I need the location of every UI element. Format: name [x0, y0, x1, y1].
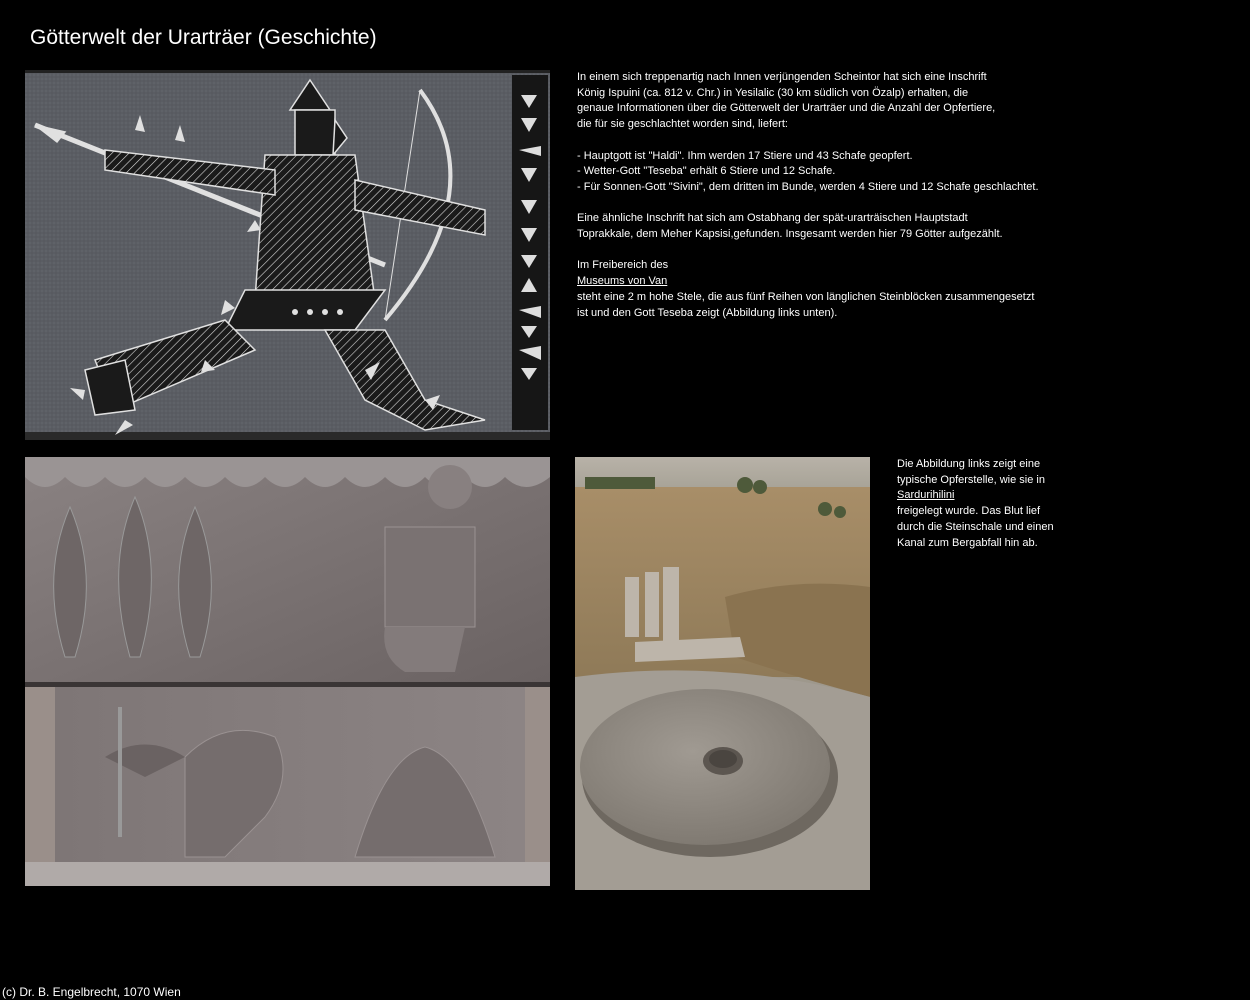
intro-line: genaue Informationen über die Götterwelt der Urarträer und die Anzahl der Opfertiere,: [577, 102, 996, 115]
god-line-teseba: - Wetter-Gott "Teseba" erhält 6 Stiere und 12 Schafe.: [577, 165, 836, 178]
god-line-sivini: - Für Sonnen-Gott "Sivini", dem dritten im Bunde, werden 4 Stiere und 12 Schafe geschlachtet.: [577, 180, 1039, 193]
main-description: [577, 70, 1039, 321]
intro-line: In einem sich treppenartig nach Innen verjüngenden Scheintor hat sich eine Inschrift: [577, 71, 987, 83]
museum-van-link[interactable]: Museums von Van: [577, 275, 668, 288]
side-line: typische Opferstelle, wie sie in: [897, 473, 1045, 486]
god-line-haldi: - Hauptgott ist "Haldi". Ihm werden 17 Stiere und 43 Schafe geopfert.: [577, 149, 913, 162]
copyright-footer: (c) Dr. B. Engelbrecht, 1070 Wien: [2, 985, 181, 999]
page-title: Götterwelt der Urarträer (Geschichte): [30, 26, 377, 49]
sardurihilini-link[interactable]: Sardurihilini: [897, 489, 955, 502]
archer-relief-photo: [25, 70, 550, 440]
intro-line: die für sie geschlachtet worden sind, liefert:: [577, 118, 788, 131]
side-description: [897, 457, 1054, 551]
side-line: Kanal zum Bergabfall hin ab.: [897, 536, 1038, 549]
toprakkale-line: Eine ähnliche Inschrift hat sich am Ostabhang der spät-urarträischen Hauptstadt: [577, 212, 968, 225]
museum-line: steht eine 2 m hohe Stele, die aus fünf Reihen von länglichen Steinblöcken zusammengesetzt: [577, 290, 1035, 303]
intro-line: König Ispuini (ca. 812 v. Chr.) in Yesilalic (30 km südlich von Özalp) erhalten, die: [577, 86, 969, 99]
side-line: freigelegt wurde. Das Blut lief: [897, 505, 1041, 518]
side-line: Die Abbildung links zeigt eine: [897, 458, 1041, 470]
sacrifice-stone-photo: [575, 457, 870, 890]
toprakkale-line: Toprakkale, dem Meher Kapsisi,gefunden. Insgesamt werden hier 79 Götter aufgezählt.: [577, 228, 1003, 240]
teseba-stele-photo: [25, 457, 550, 886]
side-line: durch die Steinschale und einen: [897, 520, 1054, 533]
museum-line: ist und den Gott Teseba zeigt (Abbildung links unten).: [577, 306, 838, 319]
museum-intro: Im Freibereich des: [577, 259, 669, 272]
